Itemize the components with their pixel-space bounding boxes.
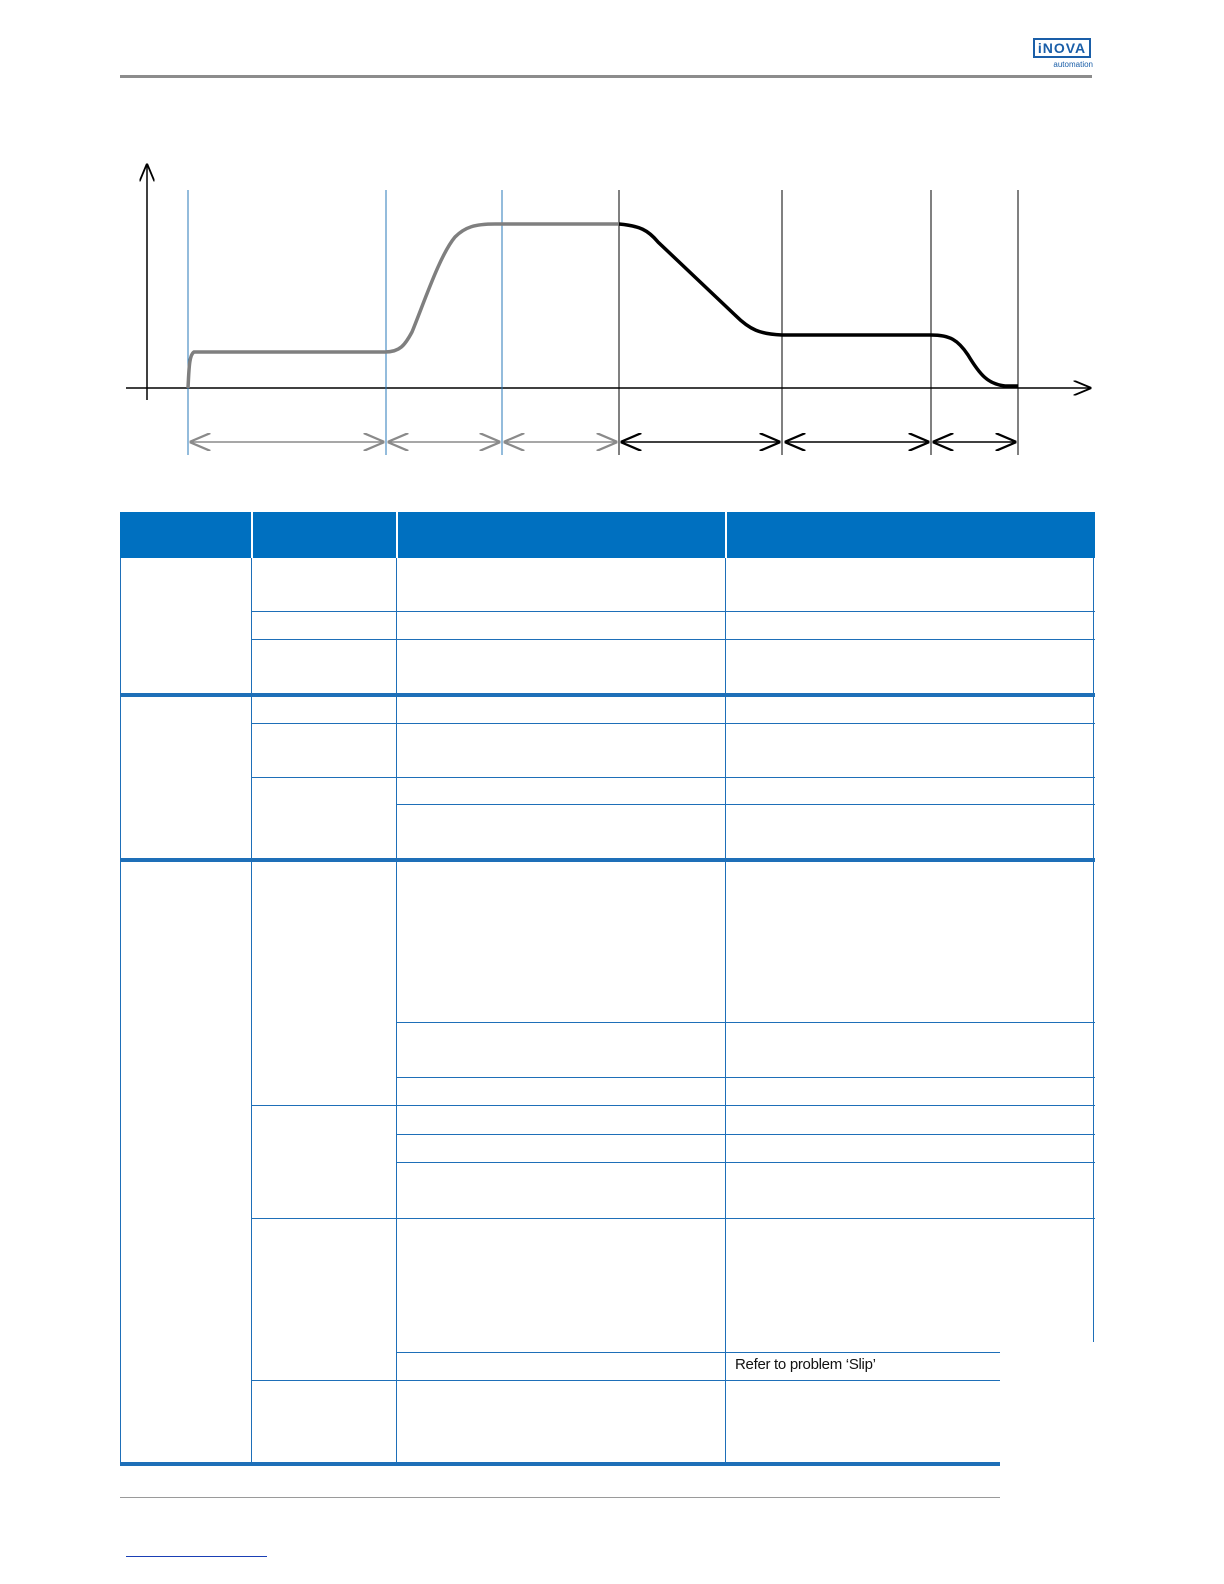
col-line-1 (251, 512, 252, 1464)
row-line (251, 723, 1095, 724)
troubleshooting-table (120, 512, 1095, 1469)
row-line (251, 1105, 1095, 1106)
cell-refer-slip: Refer to problem ‘Slip’ (735, 1356, 876, 1373)
col-line-3 (725, 512, 726, 1464)
section-divider-2 (120, 858, 1095, 862)
row-line (251, 777, 1095, 778)
hdr-sep-3 (725, 512, 727, 558)
row-line (396, 1134, 1095, 1135)
footer-rule (120, 1497, 1000, 1498)
row-line (251, 639, 1095, 640)
row-line (396, 1352, 1000, 1353)
profile-curve-black (619, 224, 1018, 386)
motion-profile-chart (0, 0, 1224, 470)
hdr-sep-1 (251, 512, 253, 558)
table-bottom-border (120, 1462, 1000, 1466)
hdr-sep-2 (396, 512, 398, 558)
row-line (396, 804, 1095, 805)
row-line (396, 1022, 1095, 1023)
row-line (251, 1218, 1095, 1219)
col-line-4 (1093, 558, 1094, 1342)
table-header-row (120, 512, 1095, 558)
row-line (396, 1162, 1095, 1163)
logo-mark: iNOVA (1033, 38, 1091, 58)
row-line (251, 1380, 1000, 1381)
profile-curve-gray (188, 224, 619, 388)
row-line (396, 1077, 1095, 1078)
footer-link-underline[interactable] (126, 1556, 267, 1557)
col-line-2 (396, 512, 397, 1464)
logo-subtext: automation (1053, 60, 1093, 69)
row-line (251, 611, 1095, 612)
section-divider-1 (120, 693, 1095, 697)
